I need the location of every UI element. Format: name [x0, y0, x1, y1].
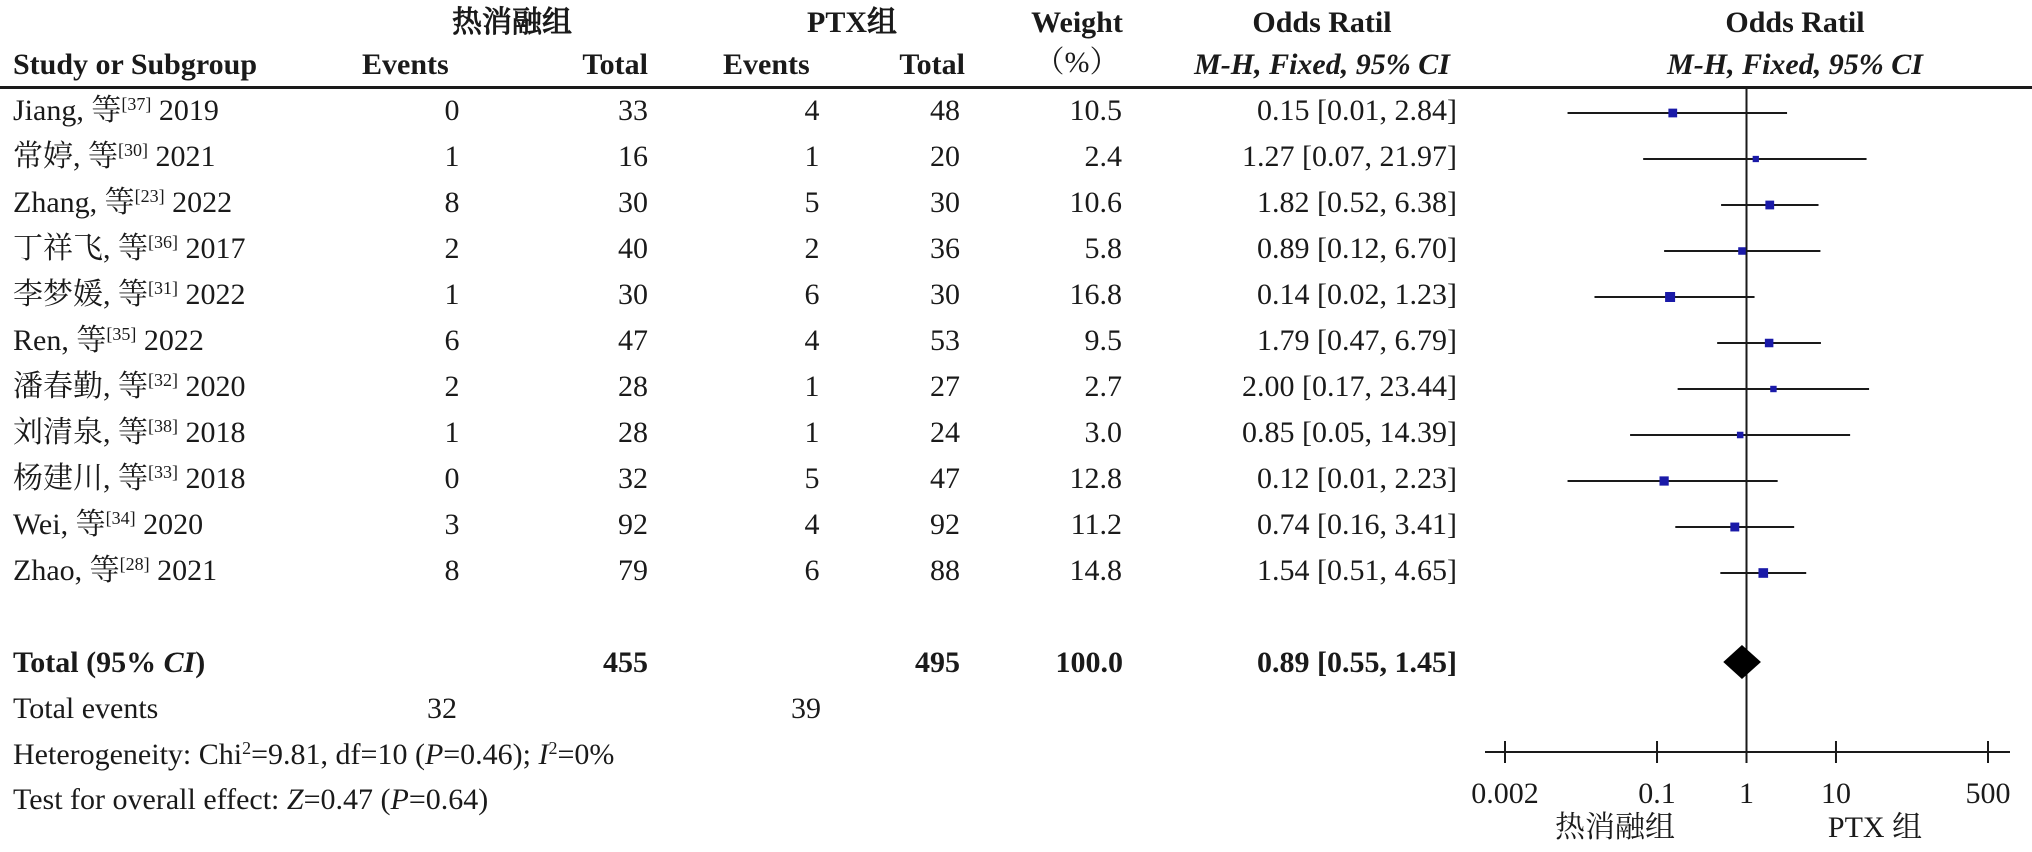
total-row-label: Total (95% CI) — [13, 646, 206, 679]
x-tick-label: 0.1 — [1638, 777, 1676, 810]
study-name: 杨建川, 等[33] 2018 — [13, 462, 246, 495]
events1-cell: 0 — [444, 94, 460, 127]
study-name: Wei, 等[34] 2020 — [13, 508, 204, 541]
events2-cell: 5 — [804, 462, 820, 495]
or-cell: 0.15 [0.01, 2.84] — [1257, 94, 1457, 127]
total-events-group1: 32 — [427, 692, 457, 725]
heterogeneity-text: Heterogeneity: Chi$^2$=9.81, df=10 (P=0.46); $I^2=0\%$ — [13, 738, 615, 771]
effect-square — [1770, 386, 1776, 392]
or-cell: 0.12 [0.01, 2.23] — [1257, 462, 1457, 495]
axis-left-label: 热消融组 — [1555, 811, 1675, 844]
or-cell: 0.85 [0.05, 14.39] — [1242, 416, 1457, 449]
plot-header: Odds Ratil — [1725, 6, 1865, 39]
x-tick-label: 1 — [1739, 777, 1754, 810]
total2-cell: 92 — [930, 508, 960, 541]
effect-square — [1738, 247, 1746, 255]
study-name: Zhao, 等[28] 2021 — [13, 554, 218, 587]
events1-cell: 1 — [444, 416, 460, 449]
total1-cell: 30 — [618, 186, 648, 219]
total1-cell: 30 — [618, 278, 648, 311]
events2-cell: 4 — [804, 94, 820, 127]
effect-square — [1765, 201, 1774, 210]
weight-cell: 14.8 — [1069, 554, 1122, 587]
events1-cell: 8 — [444, 186, 460, 219]
weight-cell: 2.4 — [1084, 140, 1122, 173]
events1-cell: 0 — [444, 462, 460, 495]
total2-cell: 27 — [930, 370, 960, 403]
study-name: Ren, 等[35] 2022 — [13, 324, 204, 357]
total-events-group2: 39 — [791, 692, 821, 725]
effect-square — [1758, 568, 1768, 578]
total2-cell: 47 — [930, 462, 960, 495]
events1-cell: 2 — [444, 370, 460, 403]
events1-cell: 1 — [444, 278, 460, 311]
or-header: Odds Ratil — [1252, 6, 1392, 39]
study-name: 刘清泉, 等[38] 2018 — [13, 416, 246, 449]
weight-unit-header: （%） — [1034, 46, 1120, 79]
study-name: 常婷, 等[30] 2021 — [13, 140, 216, 173]
events2-cell: 1 — [804, 140, 820, 173]
events1-cell: 6 — [444, 324, 460, 357]
events2-cell: 6 — [804, 554, 820, 587]
plot-method-header: M-H, Fixed, 95% CI — [1667, 48, 1923, 81]
pooled-diamond — [1723, 645, 1761, 679]
total1-cell: 28 — [618, 416, 648, 449]
effect-square — [1737, 432, 1744, 439]
effect-square — [1659, 476, 1668, 485]
total1-cell: 16 — [618, 140, 648, 173]
events1-cell: 2 — [444, 232, 460, 265]
study-name: 丁祥飞, 等[36] 2017 — [13, 232, 246, 265]
events2-header: Events — [723, 48, 810, 81]
x-tick-label: 0.002 — [1471, 777, 1539, 810]
axis-right-label: PTX 组 — [1827, 811, 1923, 844]
total1-cell: 92 — [618, 508, 648, 541]
effect-square — [1730, 523, 1739, 532]
weight-cell: 10.5 — [1069, 94, 1122, 127]
group2-header: PTX组 — [807, 6, 897, 39]
events2-cell: 4 — [804, 324, 820, 357]
total2-cell: 36 — [930, 232, 960, 265]
or-cell: 1.82 [0.52, 6.38] — [1257, 186, 1457, 219]
events1-cell: 8 — [444, 554, 460, 587]
weight-cell: 9.5 — [1084, 324, 1122, 357]
total2-header: Total — [899, 48, 965, 81]
total2-cell: 48 — [930, 94, 960, 127]
or-cell: 1.54 [0.51, 4.65] — [1257, 554, 1457, 587]
events2-cell: 1 — [804, 370, 820, 403]
events1-cell: 1 — [444, 140, 460, 173]
effect-square — [1753, 156, 1759, 162]
or-method-header: M-H, Fixed, 95% CI — [1194, 48, 1450, 81]
effect-square — [1665, 292, 1675, 302]
total2-cell: 53 — [930, 324, 960, 357]
total1-cell: 47 — [618, 324, 648, 357]
total1-cell: 79 — [618, 554, 648, 587]
total1-header: Total — [582, 48, 648, 81]
study-name: 李梦媛, 等[31] 2022 — [13, 278, 246, 311]
total-row-or: 0.89 [0.55, 1.45] — [1257, 646, 1457, 679]
weight-cell: 10.6 — [1069, 186, 1122, 219]
events2-cell: 6 — [804, 278, 820, 311]
total1-cell: 32 — [618, 462, 648, 495]
group1-header: 热消融组 — [452, 6, 572, 39]
x-tick-label: 10 — [1820, 777, 1851, 810]
effect-square — [1765, 339, 1774, 348]
total1-cell: 33 — [618, 94, 648, 127]
weight-cell: 12.8 — [1069, 462, 1122, 495]
study-header: Study or Subgroup — [13, 48, 258, 81]
effect-square — [1668, 109, 1677, 118]
or-cell: 0.14 [0.02, 1.23] — [1257, 278, 1457, 311]
weight-cell: 2.7 — [1084, 370, 1122, 403]
total1-cell: 40 — [618, 232, 648, 265]
total-row-total2: 495 — [915, 646, 960, 679]
events1-header: Events — [362, 48, 449, 81]
total2-cell: 30 — [930, 278, 960, 311]
study-name: Zhang, 等[23] 2022 — [13, 186, 233, 219]
weight-cell: 16.8 — [1069, 278, 1122, 311]
events2-cell: 5 — [804, 186, 820, 219]
weight-header: Weight — [1031, 6, 1123, 39]
total1-cell: 28 — [618, 370, 648, 403]
total2-cell: 30 — [930, 186, 960, 219]
or-cell: 1.79 [0.47, 6.79] — [1257, 324, 1457, 357]
or-cell: 2.00 [0.17, 23.44] — [1242, 370, 1457, 403]
overall-effect-text: Test for overall effect: Z=0.47 (P=0.64) — [13, 783, 489, 816]
or-cell: 0.89 [0.12, 6.70] — [1257, 232, 1457, 265]
weight-cell: 5.8 — [1084, 232, 1122, 265]
total2-cell: 20 — [930, 140, 960, 173]
weight-cell: 11.2 — [1070, 508, 1122, 541]
weight-cell: 3.0 — [1084, 416, 1122, 449]
events2-cell: 1 — [804, 416, 820, 449]
events2-cell: 2 — [804, 232, 820, 265]
total2-cell: 24 — [930, 416, 960, 449]
events1-cell: 3 — [444, 508, 460, 541]
events2-cell: 4 — [804, 508, 820, 541]
total-row-weight: 100.0 — [1055, 646, 1123, 679]
or-cell: 0.74 [0.16, 3.41] — [1257, 508, 1457, 541]
study-name: Jiang, 等[37] 2019 — [13, 94, 219, 127]
study-name: 潘春勤, 等[32] 2020 — [13, 370, 246, 403]
total-events-label: Total events — [13, 692, 159, 725]
x-tick-label: 500 — [1965, 777, 2011, 810]
or-cell: 1.27 [0.07, 21.97] — [1242, 140, 1457, 173]
total2-cell: 88 — [930, 554, 960, 587]
total-row-total1: 455 — [603, 646, 648, 679]
